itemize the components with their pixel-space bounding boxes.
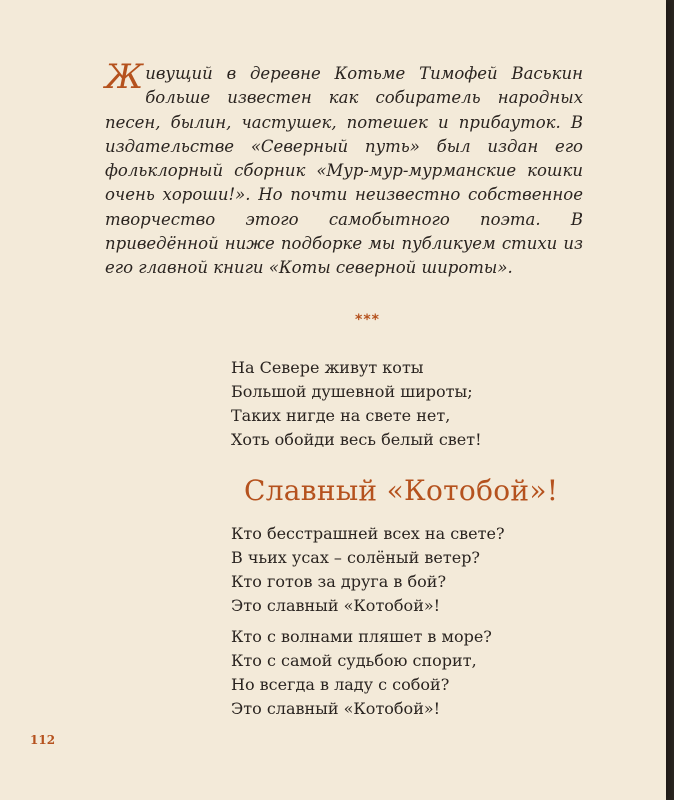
drop-cap: Ж xyxy=(105,57,144,97)
poem-line: Кто с самой судьбою спорит, xyxy=(231,651,477,670)
poem-title: Славный «Котобой»! xyxy=(244,474,559,507)
poem-line: Это славный «Котобой»! xyxy=(231,596,441,615)
poem-stanza xyxy=(231,356,482,452)
poem-line: Кто бесстрашней всех на свете? xyxy=(231,524,505,543)
intro-paragraph xyxy=(105,57,583,281)
poem-line: Таких нигде на свете нет, xyxy=(231,406,451,425)
poem-line: Но всегда в ладу с собой? xyxy=(231,675,450,694)
poem-stanza xyxy=(231,522,505,618)
section-separator: *** xyxy=(355,312,380,328)
poem-line: Большой душевной широты; xyxy=(231,382,473,401)
poem-line: Это славный «Котобой»! xyxy=(231,699,441,718)
poem-line: В чьих усах – солёный ветер? xyxy=(231,548,481,567)
poem-line: Кто с волнами пляшет в море? xyxy=(231,627,492,646)
poem-line: На Севере живут коты xyxy=(231,358,424,377)
page-number: 112 xyxy=(30,733,56,747)
poem-line: Кто готов за друга в бой? xyxy=(231,572,447,591)
poem-stanza xyxy=(231,625,492,721)
intro-text: ивущий в деревне Котьме Тимофей Васькин больше известен как собиратель народных песен, былин, частушек, потешек и прибауток. В издательстве «Северный путь» был издан его фольклорный сборник «Мур-мур-мурманские кошки очень хороши!». Но почти неизвестно собственное творчество этого самобытного поэта. В приведённой ниже подборке мы публикуем стихи из его главной книги «Коты северной широты». xyxy=(105,64,583,278)
poem-line: Хоть обойди весь белый свет! xyxy=(231,430,482,449)
